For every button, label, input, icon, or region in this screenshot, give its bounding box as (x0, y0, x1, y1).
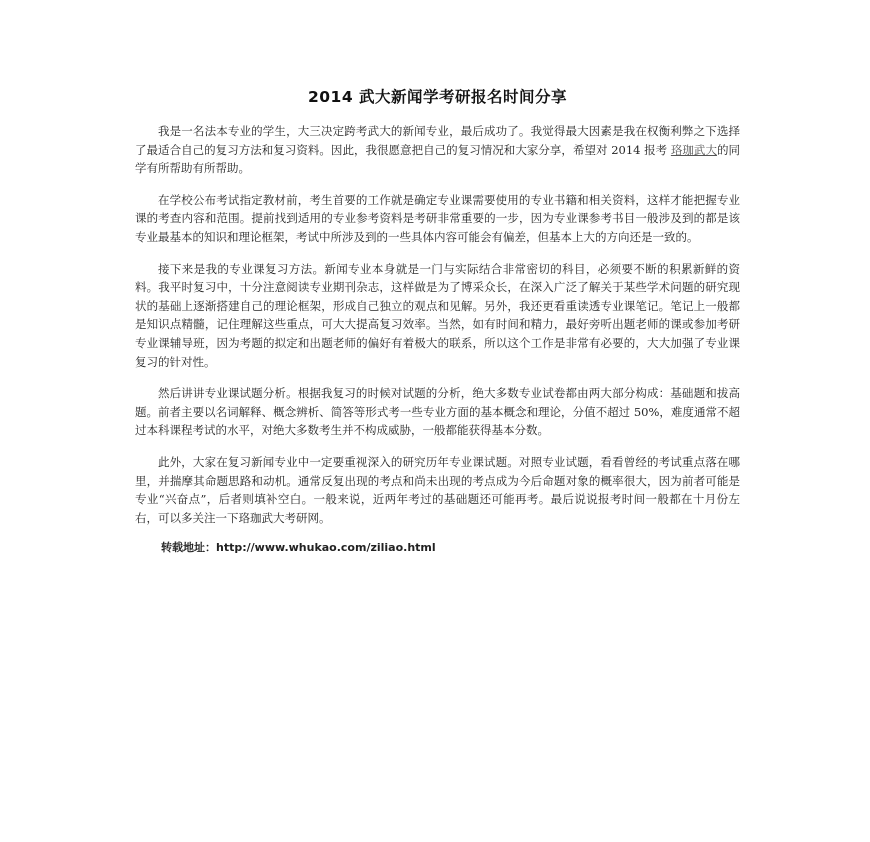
paragraph-intro-tail: 的同学有所帮助有所帮助。 (135, 142, 741, 176)
luojia-whu-link[interactable]: 珞珈武大 (670, 142, 717, 157)
paragraph-exam-analysis: 然后讲讲专业课试题分析。根据我复习的时候对试题的分析，绝大多数专业试卷都由两大部分构成：基础题和拔高题。前者主要以名词解释、概念辨析、简答等形式考一些专业方面的基本概念和理论，分值不超过 50%，难度通常不超过本科课程考试的水平，对绝大多数考生并不构成威胁，一般都能获得基本分数。 (135, 386, 740, 438)
article-title: 2014 武大新闻学考研报名时间分享 (307, 88, 568, 106)
paragraph-intro-text: 我是一名法本专业的学生，大三决定跨考武大的新闻专业，最后成功了。我觉得最大因素是我在权衡利弊之下选择了最适合自己的复习方法和复习资料。因此，我很愿意把自己的复习情况和大家分享，希望对 2014 报考 (135, 124, 740, 157)
paragraph-intro (135, 122, 740, 178)
article (135, 86, 740, 556)
paragraph-reference-books: 在学校公布考试指定教材前，考生首要的工作就是确定专业课需要使用的专业书籍和相关资料，这样才能把握专业课的考查内容和范围。提前找到适用的专业参考资料是考研非常重要的一步，因为专业课参考书目一般涉及到的都是该专业最基本的知识和理论框架，考试中所涉及到的一些具体内容可能会有偏差，但基本上大的方向还是一致的。 (135, 192, 740, 244)
source-url-line[interactable]: 转载地址：http://www.whukao.com/ziliao.html (161, 541, 436, 555)
paragraph-study-method: 接下来是我的专业课复习方法。新闻专业本身就是一门与实际结合非常密切的科目，必须要不断的积累新鲜的资料。我平时复习中，十分注意阅读专业期刊杂志，这样做是为了博采众长，在深入广泛了解关于某些学术问题的研究现状的基础上逐渐搭建自己的理论框架，形成自己独立的观点和见解。另外，我还更看重读透专业课笔记。笔记上一般都是知识点精髓，记住理解这些重点，可大大提高复习效率。当然，如有时间和精力，最好旁听出题老师的课或参加考研专业课辅导班，因为考题的拟定和出题老师的偏好有着极大的联系，所以这个工作是非常有必要的，大大加强了专业课复习的针对性。 (135, 261, 740, 369)
paragraph-past-papers: 此外，大家在复习新闻专业中一定要重视深入的研究历年专业课试题。对照专业试题，看看曾经的考试重点落在哪里，并揣摩其命题思路和动机。通常反复出现的考点和尚未出现的考点成为今后命题对象的概率很大，因为前者可能是专业“兴奋点”，后者则填补空白。一般来说，近两年考过的基础题还可能再考。最后说说报考时间一般都在十月份左右，可以多关注一下珞珈武大考研网。 (135, 454, 740, 525)
